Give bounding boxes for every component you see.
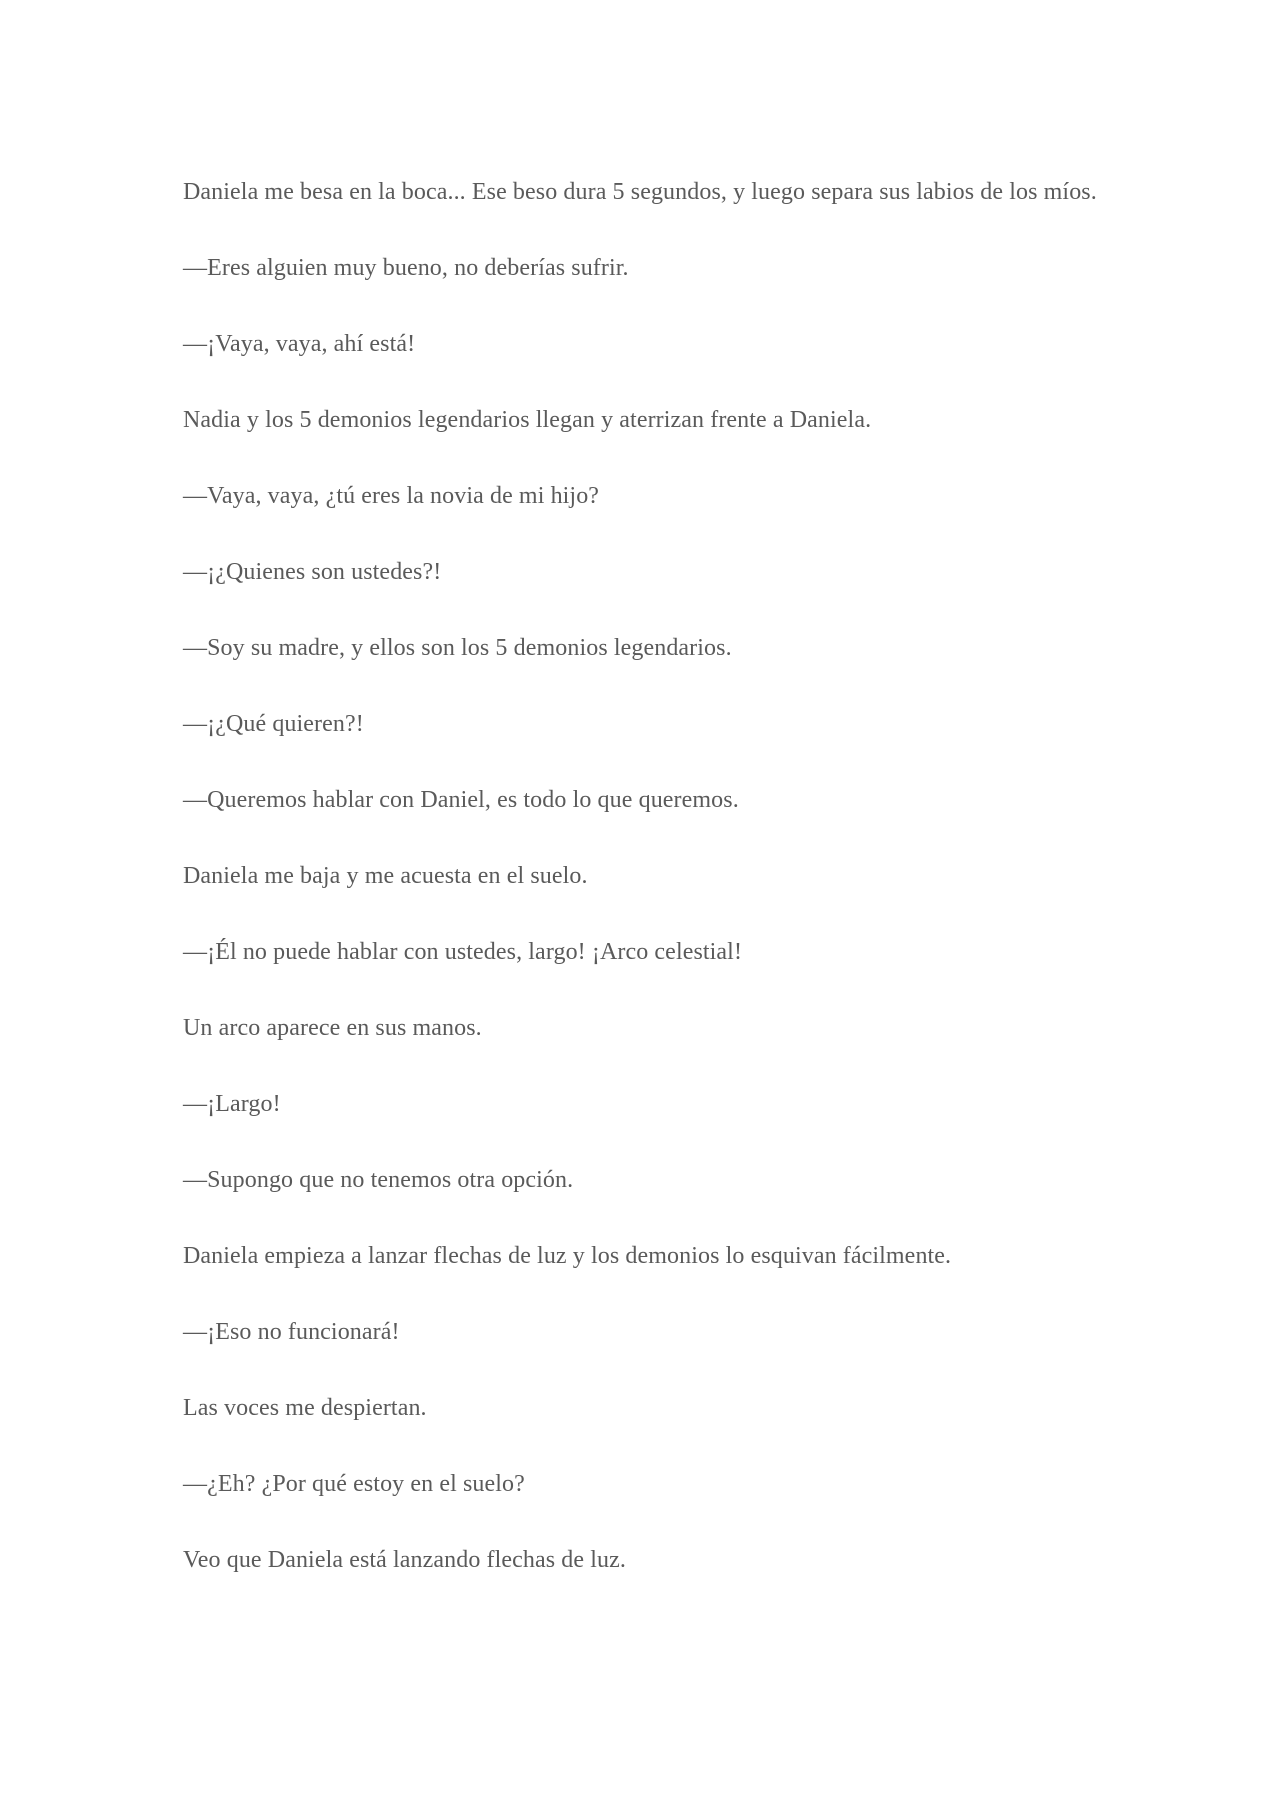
paragraph: —Queremos hablar con Daniel, es todo lo que queremos.	[183, 787, 739, 813]
paragraph: —¡Vaya, vaya, ahí está!	[183, 331, 416, 357]
paragraph: —¡Eso no funcionará!	[183, 1319, 400, 1345]
paragraph: Veo que Daniela está lanzando flechas de luz.	[183, 1547, 626, 1573]
paragraph: Daniela empieza a lanzar flechas de luz y los demonios lo esquivan fácilmente.	[183, 1243, 952, 1269]
paragraph: —¡Él no puede hablar con ustedes, largo! ¡Arco celestial!	[183, 939, 743, 965]
story-text	[183, 178, 1103, 1622]
paragraph: —Eres alguien muy bueno, no deberías sufrir.	[183, 255, 629, 281]
paragraph: Nadia y los 5 demonios legendarios llegan y aterrizan frente a Daniela.	[183, 407, 872, 433]
paragraph: —Supongo que no tenemos otra opción.	[183, 1167, 574, 1193]
paragraph: —¡Largo!	[183, 1091, 281, 1117]
paragraph: Un arco aparece en sus manos.	[183, 1015, 482, 1041]
paragraph: —¿Eh? ¿Por qué estoy en el suelo?	[183, 1471, 525, 1497]
paragraph: —¡¿Quienes son ustedes?!	[183, 559, 442, 585]
paragraph: Daniela me besa en la boca... Ese beso dura 5 segundos, y luego separa sus labios de los míos.	[183, 179, 1097, 205]
paragraph: —Vaya, vaya, ¿tú eres la novia de mi hijo?	[183, 483, 600, 509]
paragraph: Las voces me despiertan.	[183, 1395, 427, 1421]
paragraph: —¡¿Qué quieren?!	[183, 711, 364, 737]
paragraph: Daniela me baja y me acuesta en el suelo.	[183, 863, 588, 889]
paragraph: —Soy su madre, y ellos son los 5 demonios legendarios.	[183, 635, 732, 661]
